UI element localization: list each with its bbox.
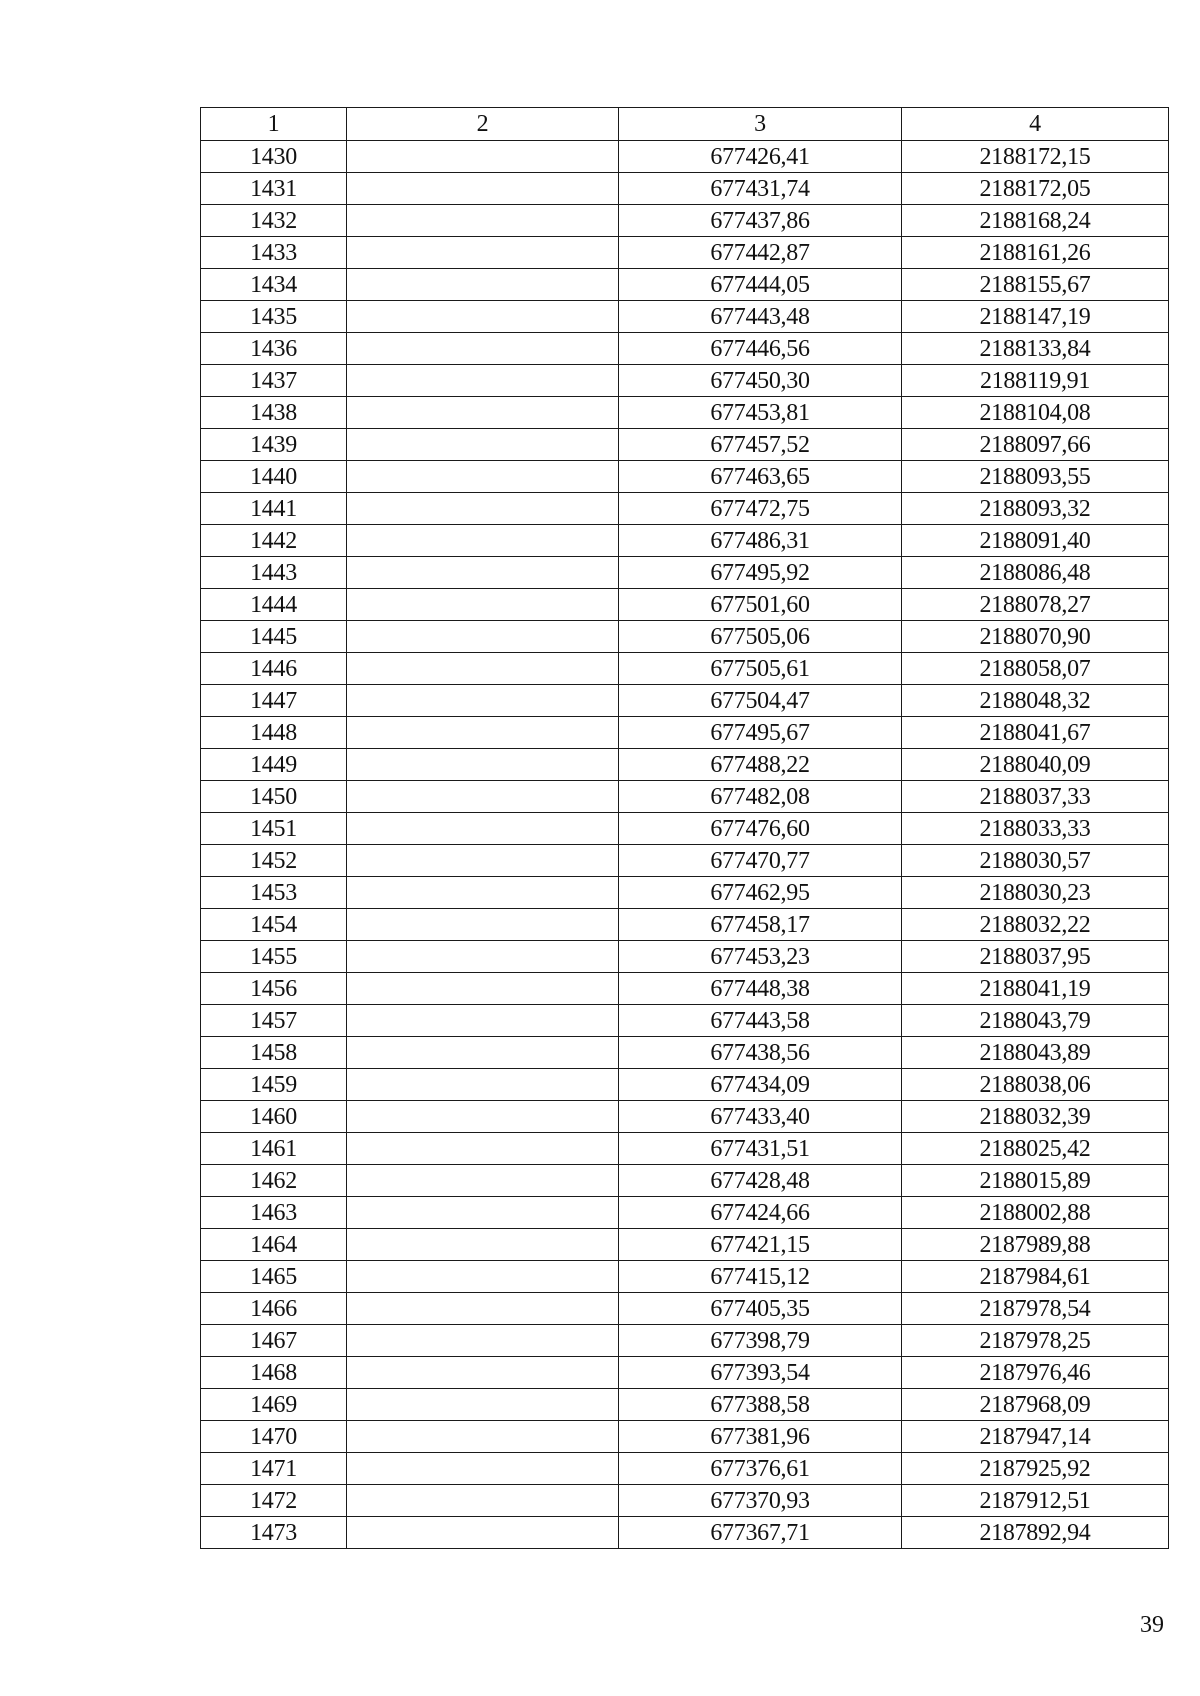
x-coordinate-cell: 677443,58: [619, 1005, 902, 1037]
point-number-cell: 1455: [201, 941, 347, 973]
y-coordinate-cell: 2188161,26: [902, 237, 1169, 269]
y-coordinate-cell: 2188032,22: [902, 909, 1169, 941]
point-number-cell: 1458: [201, 1037, 347, 1069]
description-cell: [347, 813, 619, 845]
description-cell: [347, 877, 619, 909]
table-row: [201, 237, 1169, 269]
description-cell: [347, 1453, 619, 1485]
description-cell: [347, 1069, 619, 1101]
point-number-cell: 1461: [201, 1133, 347, 1165]
x-coordinate-cell: 677398,79: [619, 1325, 902, 1357]
point-number-cell: 1462: [201, 1165, 347, 1197]
y-coordinate-cell: 2187984,61: [902, 1261, 1169, 1293]
x-coordinate-cell: 677438,56: [619, 1037, 902, 1069]
point-number-cell: 1447: [201, 685, 347, 717]
point-number-cell: 1438: [201, 397, 347, 429]
table-row: [201, 1517, 1169, 1549]
description-cell: [347, 589, 619, 621]
table-row: [201, 589, 1169, 621]
point-number-cell: 1432: [201, 205, 347, 237]
column-header-2: 2: [347, 108, 619, 141]
y-coordinate-cell: 2188032,39: [902, 1101, 1169, 1133]
y-coordinate-cell: 2188104,08: [902, 397, 1169, 429]
x-coordinate-cell: 677453,81: [619, 397, 902, 429]
x-coordinate-cell: 677472,75: [619, 493, 902, 525]
table-row: [201, 941, 1169, 973]
description-cell: [347, 749, 619, 781]
table-row: [201, 749, 1169, 781]
table-row: [201, 1389, 1169, 1421]
description-cell: [347, 493, 619, 525]
y-coordinate-cell: 2188119,91: [902, 365, 1169, 397]
table-row: [201, 1325, 1169, 1357]
description-cell: [347, 1389, 619, 1421]
y-coordinate-cell: 2188033,33: [902, 813, 1169, 845]
table-row: [201, 621, 1169, 653]
point-number-cell: 1439: [201, 429, 347, 461]
y-coordinate-cell: 2188086,48: [902, 557, 1169, 589]
x-coordinate-cell: 677388,58: [619, 1389, 902, 1421]
description-cell: [347, 845, 619, 877]
x-coordinate-cell: 677486,31: [619, 525, 902, 557]
description-cell: [347, 653, 619, 685]
point-number-cell: 1443: [201, 557, 347, 589]
point-number-cell: 1450: [201, 781, 347, 813]
point-number-cell: 1440: [201, 461, 347, 493]
description-cell: [347, 301, 619, 333]
x-coordinate-cell: 677457,52: [619, 429, 902, 461]
table-row: [201, 1421, 1169, 1453]
point-number-cell: 1434: [201, 269, 347, 301]
table-row: [201, 141, 1169, 173]
y-coordinate-cell: 2187978,54: [902, 1293, 1169, 1325]
x-coordinate-cell: 677458,17: [619, 909, 902, 941]
x-coordinate-cell: 677448,38: [619, 973, 902, 1005]
y-coordinate-cell: 2188030,57: [902, 845, 1169, 877]
table-row: [201, 173, 1169, 205]
table-row: [201, 1229, 1169, 1261]
y-coordinate-cell: 2188002,88: [902, 1197, 1169, 1229]
table-row: [201, 813, 1169, 845]
description-cell: [347, 1229, 619, 1261]
x-coordinate-cell: 677381,96: [619, 1421, 902, 1453]
description-cell: [347, 429, 619, 461]
table-row: [201, 493, 1169, 525]
table-row: [201, 1069, 1169, 1101]
x-coordinate-cell: 677431,51: [619, 1133, 902, 1165]
y-coordinate-cell: 2188030,23: [902, 877, 1169, 909]
y-coordinate-cell: 2188041,67: [902, 717, 1169, 749]
x-coordinate-cell: 677504,47: [619, 685, 902, 717]
table-row: [201, 1261, 1169, 1293]
description-cell: [347, 205, 619, 237]
x-coordinate-cell: 677431,74: [619, 173, 902, 205]
y-coordinate-cell: 2188048,32: [902, 685, 1169, 717]
x-coordinate-cell: 677370,93: [619, 1485, 902, 1517]
x-coordinate-cell: 677446,56: [619, 333, 902, 365]
point-number-cell: 1431: [201, 173, 347, 205]
point-number-cell: 1456: [201, 973, 347, 1005]
description-cell: [347, 717, 619, 749]
table-row: [201, 461, 1169, 493]
table-row: [201, 1133, 1169, 1165]
y-coordinate-cell: 2188038,06: [902, 1069, 1169, 1101]
x-coordinate-cell: 677495,67: [619, 717, 902, 749]
y-coordinate-cell: 2188043,89: [902, 1037, 1169, 1069]
x-coordinate-cell: 677462,95: [619, 877, 902, 909]
point-number-cell: 1449: [201, 749, 347, 781]
description-cell: [347, 1133, 619, 1165]
x-coordinate-cell: 677501,60: [619, 589, 902, 621]
description-cell: [347, 237, 619, 269]
description-cell: [347, 1517, 619, 1549]
y-coordinate-cell: 2188097,66: [902, 429, 1169, 461]
x-coordinate-cell: 677415,12: [619, 1261, 902, 1293]
table-row: [201, 1101, 1169, 1133]
y-coordinate-cell: 2188043,79: [902, 1005, 1169, 1037]
x-coordinate-cell: 677470,77: [619, 845, 902, 877]
table-row: [201, 397, 1169, 429]
table-row: [201, 653, 1169, 685]
point-number-cell: 1470: [201, 1421, 347, 1453]
point-number-cell: 1472: [201, 1485, 347, 1517]
point-number-cell: 1433: [201, 237, 347, 269]
table-row: [201, 557, 1169, 589]
x-coordinate-cell: 677405,35: [619, 1293, 902, 1325]
page-number: 39: [1140, 1612, 1164, 1638]
table-row: [201, 781, 1169, 813]
table-row: [201, 877, 1169, 909]
description-cell: [347, 781, 619, 813]
y-coordinate-cell: 2188078,27: [902, 589, 1169, 621]
x-coordinate-cell: 677442,87: [619, 237, 902, 269]
point-number-cell: 1464: [201, 1229, 347, 1261]
x-coordinate-cell: 677453,23: [619, 941, 902, 973]
x-coordinate-cell: 677437,86: [619, 205, 902, 237]
point-number-cell: 1463: [201, 1197, 347, 1229]
y-coordinate-cell: 2187989,88: [902, 1229, 1169, 1261]
y-coordinate-cell: 2188025,42: [902, 1133, 1169, 1165]
point-number-cell: 1471: [201, 1453, 347, 1485]
table-row: [201, 205, 1169, 237]
description-cell: [347, 1421, 619, 1453]
point-number-cell: 1452: [201, 845, 347, 877]
table-row: [201, 365, 1169, 397]
table-row: [201, 1197, 1169, 1229]
description-cell: [347, 973, 619, 1005]
point-number-cell: 1444: [201, 589, 347, 621]
x-coordinate-cell: 677450,30: [619, 365, 902, 397]
x-coordinate-cell: 677376,61: [619, 1453, 902, 1485]
x-coordinate-cell: 677505,61: [619, 653, 902, 685]
description-cell: [347, 461, 619, 493]
y-coordinate-cell: 2188040,09: [902, 749, 1169, 781]
y-coordinate-cell: 2188091,40: [902, 525, 1169, 557]
column-header-1: 1: [201, 108, 347, 141]
x-coordinate-cell: 677424,66: [619, 1197, 902, 1229]
point-number-cell: 1442: [201, 525, 347, 557]
column-header-4: 4: [902, 108, 1169, 141]
description-cell: [347, 1005, 619, 1037]
point-number-cell: 1437: [201, 365, 347, 397]
table-row: [201, 845, 1169, 877]
table-header-row: [201, 108, 1169, 141]
point-number-cell: 1473: [201, 1517, 347, 1549]
table-row: [201, 429, 1169, 461]
x-coordinate-cell: 677495,92: [619, 557, 902, 589]
point-number-cell: 1467: [201, 1325, 347, 1357]
table-row: [201, 1165, 1169, 1197]
table-row: [201, 301, 1169, 333]
y-coordinate-cell: 2187968,09: [902, 1389, 1169, 1421]
x-coordinate-cell: 677393,54: [619, 1357, 902, 1389]
description-cell: [347, 1485, 619, 1517]
y-coordinate-cell: 2188172,15: [902, 141, 1169, 173]
point-number-cell: 1448: [201, 717, 347, 749]
y-coordinate-cell: 2187925,92: [902, 1453, 1169, 1485]
y-coordinate-cell: 2188093,32: [902, 493, 1169, 525]
x-coordinate-cell: 677476,60: [619, 813, 902, 845]
y-coordinate-cell: 2188155,67: [902, 269, 1169, 301]
point-number-cell: 1436: [201, 333, 347, 365]
y-coordinate-cell: 2188037,33: [902, 781, 1169, 813]
y-coordinate-cell: 2188133,84: [902, 333, 1169, 365]
table-row: [201, 525, 1169, 557]
y-coordinate-cell: 2188147,19: [902, 301, 1169, 333]
description-cell: [347, 1165, 619, 1197]
y-coordinate-cell: 2188015,89: [902, 1165, 1169, 1197]
description-cell: [347, 685, 619, 717]
point-number-cell: 1457: [201, 1005, 347, 1037]
table-row: [201, 269, 1169, 301]
x-coordinate-cell: 677482,08: [619, 781, 902, 813]
y-coordinate-cell: 2188070,90: [902, 621, 1169, 653]
y-coordinate-cell: 2187912,51: [902, 1485, 1169, 1517]
description-cell: [347, 397, 619, 429]
x-coordinate-cell: 677488,22: [619, 749, 902, 781]
x-coordinate-cell: 677443,48: [619, 301, 902, 333]
table-row: [201, 1357, 1169, 1389]
y-coordinate-cell: 2187947,14: [902, 1421, 1169, 1453]
point-number-cell: 1451: [201, 813, 347, 845]
y-coordinate-cell: 2188168,24: [902, 205, 1169, 237]
point-number-cell: 1468: [201, 1357, 347, 1389]
point-number-cell: 1469: [201, 1389, 347, 1421]
point-number-cell: 1435: [201, 301, 347, 333]
table-row: [201, 1485, 1169, 1517]
table-row: [201, 909, 1169, 941]
table-row: [201, 333, 1169, 365]
point-number-cell: 1445: [201, 621, 347, 653]
description-cell: [347, 621, 619, 653]
y-coordinate-cell: 2188037,95: [902, 941, 1169, 973]
x-coordinate-cell: 677463,65: [619, 461, 902, 493]
table-row: [201, 973, 1169, 1005]
description-cell: [347, 525, 619, 557]
table-row: [201, 1293, 1169, 1325]
column-header-3: 3: [619, 108, 902, 141]
table-row: [201, 685, 1169, 717]
description-cell: [347, 1197, 619, 1229]
table-row: [201, 1453, 1169, 1485]
description-cell: [347, 909, 619, 941]
description-cell: [347, 1261, 619, 1293]
description-cell: [347, 1293, 619, 1325]
x-coordinate-cell: 677434,09: [619, 1069, 902, 1101]
y-coordinate-cell: 2188058,07: [902, 653, 1169, 685]
point-number-cell: 1441: [201, 493, 347, 525]
x-coordinate-cell: 677421,15: [619, 1229, 902, 1261]
description-cell: [347, 1357, 619, 1389]
point-number-cell: 1446: [201, 653, 347, 685]
table-body: [201, 141, 1169, 1549]
point-number-cell: 1453: [201, 877, 347, 909]
table-row: [201, 717, 1169, 749]
point-number-cell: 1454: [201, 909, 347, 941]
point-number-cell: 1459: [201, 1069, 347, 1101]
table-row: [201, 1005, 1169, 1037]
description-cell: [347, 557, 619, 589]
point-number-cell: 1430: [201, 141, 347, 173]
table-row: [201, 1037, 1169, 1069]
coordinates-table: [200, 107, 1169, 1549]
y-coordinate-cell: 2188041,19: [902, 973, 1169, 1005]
description-cell: [347, 1325, 619, 1357]
y-coordinate-cell: 2187892,94: [902, 1517, 1169, 1549]
description-cell: [347, 1101, 619, 1133]
x-coordinate-cell: 677428,48: [619, 1165, 902, 1197]
x-coordinate-cell: 677505,06: [619, 621, 902, 653]
description-cell: [347, 173, 619, 205]
description-cell: [347, 1037, 619, 1069]
y-coordinate-cell: 2187976,46: [902, 1357, 1169, 1389]
description-cell: [347, 365, 619, 397]
y-coordinate-cell: 2188093,55: [902, 461, 1169, 493]
x-coordinate-cell: 677367,71: [619, 1517, 902, 1549]
description-cell: [347, 941, 619, 973]
description-cell: [347, 141, 619, 173]
x-coordinate-cell: 677426,41: [619, 141, 902, 173]
point-number-cell: 1460: [201, 1101, 347, 1133]
point-number-cell: 1466: [201, 1293, 347, 1325]
y-coordinate-cell: 2188172,05: [902, 173, 1169, 205]
x-coordinate-cell: 677433,40: [619, 1101, 902, 1133]
description-cell: [347, 269, 619, 301]
y-coordinate-cell: 2187978,25: [902, 1325, 1169, 1357]
x-coordinate-cell: 677444,05: [619, 269, 902, 301]
description-cell: [347, 333, 619, 365]
point-number-cell: 1465: [201, 1261, 347, 1293]
